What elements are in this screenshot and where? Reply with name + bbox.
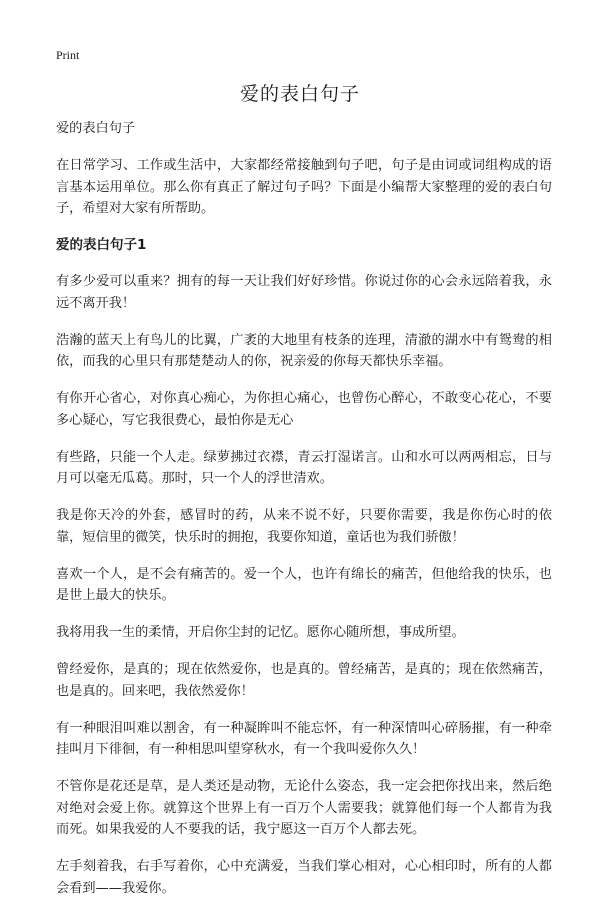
paragraph: 左手刻着我，右手写着你，心中充满爱，当我们掌心相对，心心相印时，所有的人都会看到——我爱你。 bbox=[56, 859, 552, 896]
paragraph: 我是你天冷的外套，感冒时的药，从来不说不好，只要你需要，我是你伤心时的依靠，短信里的微笑，快乐时的拥抱，我要你知道，童话也为我们骄傲！ bbox=[56, 508, 552, 545]
paragraph: 我将用我一生的柔情，开启你尘封的记忆。愿你心随所想，事成所望。 bbox=[56, 625, 465, 640]
intro-paragraph: 在日常学习、工作或生活中，大家都经常接触到句子吧，句子是由词或词组构成的语言基本运用单位。那么你有真正了解过句子吗？下面是小编帮大家整理的爱的表白句子，希望对大家有所帮助。 bbox=[56, 158, 552, 216]
page-title: 爱的表白句子 bbox=[239, 83, 360, 105]
section-heading: 爱的表白句子1 bbox=[56, 237, 147, 253]
paragraph: 喜欢一个人，是不会有痛苦的。爱一个人，也许有绵长的痛苦，但他给我的快乐，也是世上最大的快乐。 bbox=[56, 566, 552, 603]
paragraph: 浩瀚的蓝天上有鸟儿的比翼，广袤的大地里有枝条的连理，清澈的湖水中有鸳鸯的相依，而我的心里只有那楚楚动人的你，祝亲爱的你每天都快乐幸福。 bbox=[56, 332, 552, 369]
article-subtitle: 爱的表白句子 bbox=[56, 121, 136, 136]
paragraph: 不管你是花还是草，是人类还是动物，无论什么姿态，我一定会把你找出来，然后绝对绝对会爱上你。就算这个世界上有一百万个人需要我；就算他们每一个人都肯为我而死。如果我爱的人不要我的话，我宁愿这一百万个人都去死。 bbox=[56, 779, 552, 837]
paragraph: 有些路，只能一个人走。绿萝拂过衣襟，青云打湿诺言。山和水可以两两相忘，日与月可以毫无瓜葛。那时，只一个人的浮世清欢。 bbox=[56, 449, 552, 486]
paragraph: 有你开心省心，对你真心痴心，为你担心痛心，也曾伤心醉心，不敢变心花心，不要多心疑心，写它我很费心，最怕你是无心 bbox=[56, 391, 552, 428]
print-link[interactable]: Print bbox=[56, 48, 80, 62]
article-body bbox=[56, 118, 552, 915]
paragraph: 有一种眼泪叫难以割舍，有一种凝眸叫不能忘怀，有一种深情叫心碎肠摧，有一种牵挂叫月下徘徊，有一种相思叫望穿秋水，有一个我叫爱你久久！ bbox=[56, 720, 552, 757]
paragraph: 有多少爱可以重来？拥有的每一天让我们好好珍惜。你说过你的心会永远陪着我，永远不离开我！ bbox=[56, 274, 552, 311]
paragraph: 曾经爱你，是真的；现在依然爱你，也是真的。曾经痛苦，是真的；现在依然痛苦，也是真的。回来吧，我依然爱你！ bbox=[56, 662, 552, 699]
